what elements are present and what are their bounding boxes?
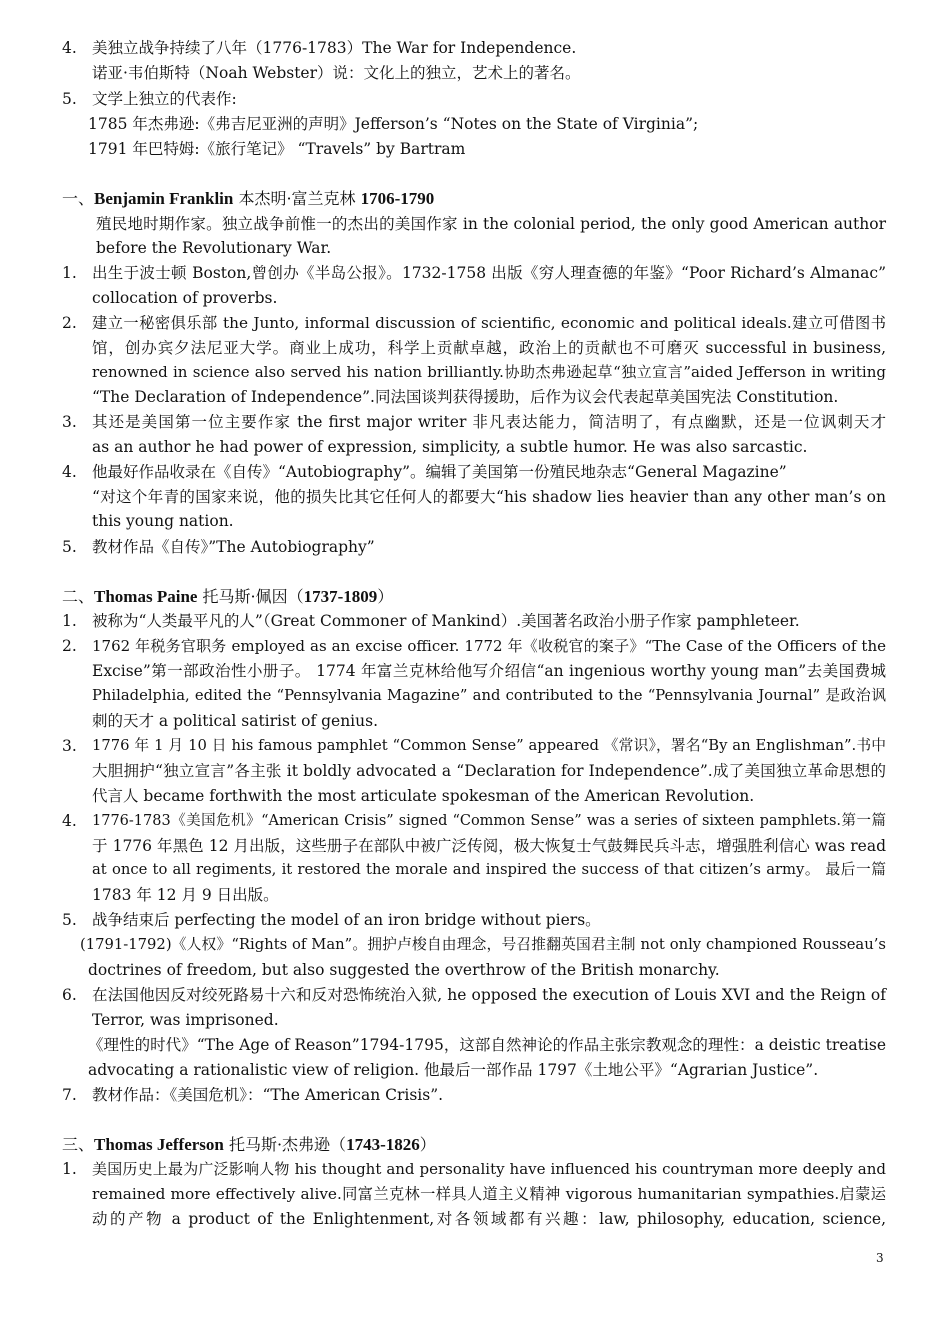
list-number: 2. bbox=[62, 637, 77, 655]
list-item-text: 1785 年杰弗逊:《弗吉尼亚洲的声明》Jefferson’s “Notes on the State of Virginia”; bbox=[88, 115, 699, 133]
heading-name: Thomas Jefferson bbox=[94, 1135, 224, 1154]
list-item-text: this young nation. bbox=[92, 512, 234, 530]
list-number: 2. bbox=[62, 314, 77, 332]
list-item-text: 其还是美国第一位主要作家 the first major writer 非凡表达能力，简洁明了，有点幽默，还是一位讽刺天才 bbox=[92, 413, 886, 431]
list-number: 5. bbox=[62, 911, 77, 929]
list-item-text: collocation of proverbs. bbox=[92, 289, 278, 307]
heading-years: 1737-1809 bbox=[303, 587, 378, 606]
list-number: 3. bbox=[62, 737, 77, 755]
list-item-text: 美独立战争持续了八年（1776-1783）The War for Independence. bbox=[92, 39, 577, 57]
list-item-text: 1791 年巴特姆:《旅行笔记》 “Travels” by Bartram bbox=[88, 140, 466, 158]
heading-close: ） bbox=[377, 587, 394, 606]
list-item-text: 战争结束后 perfecting the model of an iron bridge without piers。 bbox=[92, 911, 601, 929]
list-item-text: 教材作品《自传》”The Autobiography” bbox=[92, 538, 375, 556]
list-item-text: “The Declaration of Independence”.同法国谈判获得援助，后作为议会代表起草美国宪法 Constitution. bbox=[92, 388, 839, 406]
list-item-text: Excise”第一部政治性小册子。 1774 年富兰克林给他写介绍信“an ingenious worthy young man”去美国费城 bbox=[92, 662, 886, 680]
list-item-text: 出生于波士顿 Boston,曾创办《半岛公报》。1732-1758 出版《穷人理查德的年鉴》“Poor Richard’s Almanac” bbox=[92, 264, 886, 282]
paragraph-line: 殖民地时期作家。独立战争前惟一的杰出的美国作家 in the colonial period, the only good American author bbox=[96, 215, 886, 233]
list-item-text: 在法国他因反对绞死路易十六和反对恐怖统治入狱, he opposed the execution of Louis XVI and the Reign of bbox=[92, 986, 886, 1004]
list-number: 1. bbox=[62, 612, 77, 630]
list-item-text: 教材作品：《美国危机》：“The American Crisis”. bbox=[92, 1086, 444, 1104]
list-item-text: “对这个年青的国家来说，他的损失比其它任何人的都要大“his shadow lies heavier than any other man’s on bbox=[92, 488, 886, 506]
heading-name: Benjamin Franklin bbox=[94, 189, 234, 208]
list-number: 7. bbox=[62, 1086, 77, 1104]
list-item-text: as an author he had power of expression, simplicity, a subtle humor. He was also sarcastic. bbox=[92, 438, 808, 456]
heading-chinese-name: 托马斯·杰弗逊（ bbox=[223, 1135, 347, 1154]
list-item-text: 1783 年 12 月 9 日出版。 bbox=[92, 886, 279, 904]
heading-name: Thomas Paine bbox=[94, 587, 198, 606]
list-item-text: 动的产物 a product of the Enlightenment,对各领域都有兴趣：law, philosophy, education, science, bbox=[92, 1210, 886, 1228]
list-number: 3. bbox=[62, 413, 77, 431]
list-item-text: doctrines of freedom, but also suggested the overthrow of the British monarchy. bbox=[88, 961, 720, 979]
list-number: 1. bbox=[62, 264, 77, 282]
list-item-text: 1776 年 1 月 10 日 his famous pamphlet “Common Sense” appeared 《常识》，署名“By an Englishman”.书中 bbox=[92, 737, 886, 754]
list-number: 4. bbox=[62, 812, 77, 830]
section-heading-jefferson bbox=[62, 1133, 436, 1157]
list-item-text: 被称为“人类最平凡的人”（Great Commoner of Mankind）.美国著名政治小册子作家 pamphleteer. bbox=[92, 612, 800, 630]
list-item-text: 诺亚·韦伯斯特（Noah Webster）说：文化上的独立，艺术上的著名。 bbox=[92, 64, 581, 82]
list-item-text: 《理性的时代》“The Age of Reason”1794-1795，这部自然神论的作品主张宗教观念的理性：a deistic treatise bbox=[88, 1036, 886, 1054]
list-item-text: 刺的天才 a political satirist of genius. bbox=[92, 712, 379, 730]
heading-prefix: 一、 bbox=[62, 189, 95, 208]
list-item-text: renowned in science also served his nation brilliantly.协助杰弗逊起草“独立宣言”aided Jefferson in writing bbox=[92, 363, 886, 381]
list-number: 5. bbox=[62, 90, 77, 108]
list-item-text: 1776-1783《美国危机》“American Crisis” signed “Common Sense” was a series of sixteen pamphlets.第一篇 bbox=[92, 813, 886, 829]
list-item-text: Terror, was imprisoned. bbox=[92, 1011, 279, 1029]
list-item-text: Philadelphia, edited the “Pennsylvania Magazine” and contributed to the “Pennsylvania Journal” 是政治讽 bbox=[92, 687, 886, 704]
heading-years: 1743-1826 bbox=[346, 1135, 420, 1154]
list-item-text: 于 1776 年黑色 12 月出版，这些册子在部队中被广泛传阅，极大恢复士气鼓舞民兵斗志，增强胜利信心 was read bbox=[92, 837, 886, 855]
paragraph-line: before the Revolutionary War. bbox=[96, 239, 332, 257]
heading-prefix: 三、 bbox=[62, 1135, 95, 1154]
heading-chinese-name: 本杰明·富兰克林 bbox=[233, 189, 361, 208]
list-item-text: 他最好作品收录在《自传》“Autobiography”。编辑了美国第一份殖民地杂志“General Magazine” bbox=[92, 463, 787, 481]
list-item-text: advocating a rationalistic view of religion. 他最后一部作品 1797《土地公平》“Agrarian Justice”. bbox=[88, 1061, 819, 1079]
list-item-text: 文学上独立的代表作: bbox=[92, 90, 237, 108]
heading-chinese-name: 托马斯·佩因（ bbox=[197, 587, 304, 606]
list-item-text: 1762 年税务官职务 employed as an excise officer. 1772 年《收税官的案子》“The Case of the Officers of the bbox=[92, 637, 886, 655]
section-heading-paine bbox=[62, 585, 393, 609]
page-number: 3 bbox=[876, 1251, 884, 1265]
list-item-text: 代言人 became forthwith the most articulate spokesman of the American Revolution. bbox=[92, 787, 755, 805]
list-item-text: at once to all regiments, it restored the morale and inspired the success of that citizen’s army。 最后一篇 bbox=[92, 861, 886, 878]
heading-close: ） bbox=[419, 1135, 436, 1154]
list-number: 4. bbox=[62, 463, 77, 481]
heading-years: 1706-1790 bbox=[360, 189, 435, 208]
list-item-text: (1791-1792)《人权》“Rights of Man”。拥护卢梭自由理念，号召推翻英国君主制 not only championed Rousseau’s bbox=[80, 936, 886, 953]
list-number: 1. bbox=[62, 1160, 77, 1178]
list-item-text: 大胆拥护“独立宣言”各主张 it boldly advocated a “Declaration for Independence”.成了美国独立革命思想的 bbox=[92, 762, 886, 780]
list-item-text: remained more effectively alive.同富兰克林一样具人道主义精神 vigorous humanitarian sympathies.启蒙运 bbox=[92, 1185, 886, 1203]
list-number: 5. bbox=[62, 538, 77, 556]
list-number: 6. bbox=[62, 986, 77, 1004]
list-item-text: 馆，创办宾夕法尼亚大学。商业上成功，科学上贡献卓越，政治上的贡献也不可磨灭 successful in business, bbox=[92, 339, 886, 357]
heading-prefix: 二、 bbox=[62, 587, 95, 606]
list-item-text: 建立一秘密俱乐部 the Junto, informal discussion of scientific, economic and political ideals.建立可借图书 bbox=[92, 314, 886, 332]
section-heading-franklin bbox=[62, 187, 434, 211]
list-number: 4. bbox=[62, 39, 77, 57]
list-item-text: 美国历史上最为广泛影响人物 his thought and personality have influenced his countryman more deeply and bbox=[92, 1160, 886, 1178]
